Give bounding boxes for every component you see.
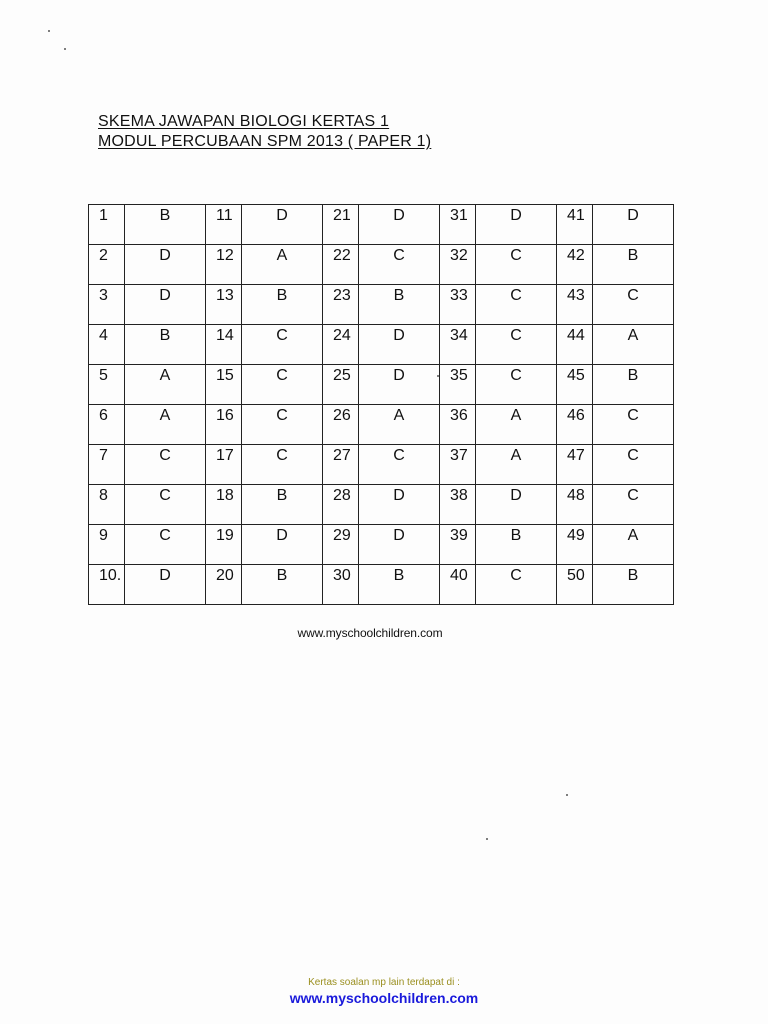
answer-letter: A	[276, 247, 288, 264]
answer-letter: B	[510, 527, 522, 544]
answer-cell	[476, 245, 557, 285]
question-number: 46	[567, 407, 585, 424]
question-number-cell	[89, 525, 125, 565]
answer-cell	[359, 325, 440, 365]
question-number: 14	[216, 327, 234, 344]
answer-letter: C	[393, 447, 405, 464]
answer-key-body	[89, 205, 674, 605]
question-number-cell	[89, 405, 125, 445]
answer-letter: D	[159, 247, 171, 264]
answer-cell	[476, 565, 557, 605]
answer-letter: C	[276, 327, 288, 344]
table-row	[89, 365, 674, 405]
question-number-cell	[323, 325, 359, 365]
answer-letter: C	[159, 447, 171, 464]
answer-cell	[125, 525, 206, 565]
question-number-cell	[557, 325, 593, 365]
question-number: 47	[567, 447, 585, 464]
answer-cell	[476, 485, 557, 525]
answer-cell	[359, 525, 440, 565]
question-number: 24	[333, 327, 351, 344]
question-number: 30	[333, 567, 351, 584]
question-number-cell	[557, 245, 593, 285]
answer-letter: A	[627, 527, 639, 544]
answer-cell	[359, 285, 440, 325]
answer-cell	[125, 485, 206, 525]
table-row	[89, 245, 674, 285]
answer-cell	[242, 285, 323, 325]
table-row	[89, 565, 674, 605]
answer-cell	[476, 525, 557, 565]
question-number: 9	[99, 527, 108, 544]
answer-cell	[242, 325, 323, 365]
question-number-cell	[440, 285, 476, 325]
question-number: 7	[99, 447, 108, 464]
footer-link[interactable]: www.myschoolchildren.com	[289, 990, 479, 1006]
question-number: 4	[99, 327, 108, 344]
answer-cell	[593, 325, 674, 365]
answer-cell	[476, 285, 557, 325]
answer-letter: B	[627, 247, 639, 264]
answer-letter: D	[159, 567, 171, 584]
answer-cell	[476, 325, 557, 365]
table-row	[89, 485, 674, 525]
answer-cell	[476, 365, 557, 405]
answer-cell	[593, 525, 674, 565]
question-number-cell	[557, 565, 593, 605]
question-number-cell	[206, 485, 242, 525]
question-number: 20	[216, 567, 234, 584]
question-number: 43	[567, 287, 585, 304]
answer-letter: C	[510, 567, 522, 584]
answer-letter: C	[276, 367, 288, 384]
answer-letter: A	[510, 407, 522, 424]
question-number-cell	[323, 245, 359, 285]
question-number-cell	[557, 525, 593, 565]
question-number: 41	[567, 207, 585, 224]
question-number-cell	[557, 445, 593, 485]
table-row	[89, 205, 674, 245]
answer-letter: C	[510, 367, 522, 384]
question-number: 36	[450, 407, 468, 424]
footer-note: Kertas soalan mp lain terdapat di :	[308, 977, 460, 988]
answer-cell	[125, 325, 206, 365]
question-number-cell	[557, 205, 593, 245]
answer-cell	[242, 405, 323, 445]
scan-speck	[486, 838, 488, 840]
answer-letter: D	[393, 527, 405, 544]
question-number-cell	[440, 245, 476, 285]
answer-cell	[359, 365, 440, 405]
question-number: 21	[333, 207, 351, 224]
answer-letter: D	[393, 487, 405, 504]
answer-letter: B	[276, 487, 288, 504]
table-row	[89, 405, 674, 445]
answer-cell	[359, 445, 440, 485]
answer-cell	[125, 245, 206, 285]
answer-cell	[125, 365, 206, 405]
question-number-cell	[206, 245, 242, 285]
question-number: 19	[216, 527, 234, 544]
answer-letter: A	[159, 407, 171, 424]
document-title	[98, 112, 431, 152]
question-number-cell	[440, 565, 476, 605]
question-number: 31	[450, 207, 468, 224]
answer-letter: B	[276, 567, 288, 584]
answer-letter: A	[510, 447, 522, 464]
answer-letter: C	[159, 527, 171, 544]
question-number-cell	[89, 285, 125, 325]
answer-cell	[476, 445, 557, 485]
question-number-cell	[440, 405, 476, 445]
question-number: 12	[216, 247, 234, 264]
question-number: 38	[450, 487, 468, 504]
question-number-cell	[440, 485, 476, 525]
question-number-cell	[206, 405, 242, 445]
question-number: 27	[333, 447, 351, 464]
question-number: 42	[567, 247, 585, 264]
answer-letter: C	[276, 407, 288, 424]
answer-cell	[125, 285, 206, 325]
table-row	[89, 285, 674, 325]
question-number-cell	[206, 205, 242, 245]
answer-cell	[593, 205, 674, 245]
answer-letter: D	[276, 207, 288, 224]
table-row	[89, 325, 674, 365]
question-number-cell	[206, 565, 242, 605]
answer-letter: D	[393, 327, 405, 344]
question-number-cell	[89, 365, 125, 405]
answer-letter: A	[393, 407, 405, 424]
question-number: 3	[99, 287, 108, 304]
question-number-cell	[440, 325, 476, 365]
question-number: 49	[567, 527, 585, 544]
answer-letter: C	[159, 487, 171, 504]
answer-letter: B	[159, 327, 171, 344]
question-number-cell	[323, 445, 359, 485]
answer-cell	[593, 245, 674, 285]
answer-cell	[125, 565, 206, 605]
answer-letter: C	[510, 287, 522, 304]
table-row	[89, 445, 674, 485]
answer-letter: C	[627, 447, 639, 464]
answer-cell	[359, 405, 440, 445]
question-number: 13	[216, 287, 234, 304]
answer-cell	[242, 525, 323, 565]
question-number-cell	[557, 285, 593, 325]
answer-letter: B	[159, 207, 171, 224]
question-number: 10.	[99, 567, 122, 584]
question-number-cell	[206, 525, 242, 565]
question-number-cell	[89, 325, 125, 365]
question-number: 44	[567, 327, 585, 344]
answer-cell	[242, 565, 323, 605]
answer-cell	[359, 245, 440, 285]
answer-letter: C	[276, 447, 288, 464]
question-number: 50	[567, 567, 585, 584]
question-number: 32	[450, 247, 468, 264]
answer-letter: B	[393, 287, 405, 304]
question-number-cell	[89, 565, 125, 605]
answer-letter: D	[627, 207, 639, 224]
question-number-cell	[206, 325, 242, 365]
question-number-cell	[323, 485, 359, 525]
scan-speck	[48, 30, 50, 32]
question-number-cell	[323, 205, 359, 245]
answer-letter: C	[393, 247, 405, 264]
title-line-1: SKEMA JAWAPAN BIOLOGI KERTAS 1	[98, 113, 390, 130]
answer-letter: B	[627, 367, 639, 384]
question-number: 11	[216, 207, 233, 224]
question-number: 33	[450, 287, 468, 304]
answer-cell	[242, 245, 323, 285]
answer-cell	[242, 445, 323, 485]
answer-cell	[593, 285, 674, 325]
answer-cell	[242, 205, 323, 245]
answer-letter: C	[627, 287, 639, 304]
answer-cell	[359, 205, 440, 245]
question-number: 35	[450, 367, 468, 384]
answer-letter: B	[627, 567, 639, 584]
answer-letter: D	[393, 367, 405, 384]
question-number: 37	[450, 447, 468, 464]
answer-cell	[242, 365, 323, 405]
answer-cell	[125, 405, 206, 445]
answer-cell	[593, 565, 674, 605]
answer-letter: D	[276, 527, 288, 544]
answer-letter: D	[510, 487, 522, 504]
question-number-cell	[323, 285, 359, 325]
question-number: 34	[450, 327, 468, 344]
question-number: 1	[99, 207, 108, 224]
answer-cell	[593, 405, 674, 445]
question-number-cell	[89, 245, 125, 285]
answer-letter: A	[627, 327, 639, 344]
answer-cell	[125, 205, 206, 245]
answer-cell	[593, 445, 674, 485]
question-number-cell	[323, 565, 359, 605]
question-number: 2	[99, 247, 108, 264]
answer-letter: D	[510, 207, 522, 224]
question-number-cell	[323, 365, 359, 405]
question-number-cell	[557, 485, 593, 525]
question-number-cell	[206, 445, 242, 485]
question-number: 29	[333, 527, 351, 544]
title-line-2: MODUL PERCUBAAN SPM 2013 ( PAPER 1)	[98, 133, 432, 150]
scan-speck	[64, 48, 66, 50]
question-number-cell	[440, 525, 476, 565]
question-number-cell	[206, 365, 242, 405]
answer-cell	[593, 365, 674, 405]
question-number: 8	[99, 487, 108, 504]
question-number-cell	[557, 365, 593, 405]
answer-cell	[476, 205, 557, 245]
question-number: 22	[333, 247, 351, 264]
question-number-cell	[440, 205, 476, 245]
question-number-cell	[89, 485, 125, 525]
question-number: 17	[216, 447, 234, 464]
scan-speck	[566, 794, 568, 796]
question-number: 48	[567, 487, 585, 504]
question-number: 40	[450, 567, 468, 584]
question-number: 26	[333, 407, 351, 424]
question-number-cell	[323, 405, 359, 445]
question-number: 23	[333, 287, 351, 304]
answer-letter: C	[510, 327, 522, 344]
answer-letter: A	[159, 367, 171, 384]
question-number-cell	[440, 365, 476, 405]
scan-speck	[437, 375, 439, 377]
question-number: 28	[333, 487, 351, 504]
question-number: 39	[450, 527, 468, 544]
table-row	[89, 525, 674, 565]
answer-letter: D	[393, 207, 405, 224]
question-number-cell	[323, 525, 359, 565]
question-number-cell	[440, 445, 476, 485]
answer-letter: B	[393, 567, 405, 584]
question-number: 15	[216, 367, 234, 384]
question-number-cell	[89, 445, 125, 485]
answer-letter: B	[276, 287, 288, 304]
answer-cell	[242, 485, 323, 525]
question-number: 6	[99, 407, 108, 424]
website-caption-text: www.myschoolchildren.com	[297, 626, 443, 640]
question-number: 18	[216, 487, 234, 504]
answer-letter: C	[510, 247, 522, 264]
question-number: 45	[567, 367, 585, 384]
website-caption	[0, 626, 768, 640]
answer-cell	[359, 565, 440, 605]
answer-cell	[359, 485, 440, 525]
question-number-cell	[206, 285, 242, 325]
question-number-cell	[89, 205, 125, 245]
question-number: 25	[333, 367, 351, 384]
answer-letter: C	[627, 487, 639, 504]
answer-cell	[125, 445, 206, 485]
question-number-cell	[557, 405, 593, 445]
answer-letter: C	[627, 407, 639, 424]
question-number: 5	[99, 367, 108, 384]
answer-cell	[593, 485, 674, 525]
question-number: 16	[216, 407, 234, 424]
answer-key-table	[88, 204, 674, 605]
answer-letter: D	[159, 287, 171, 304]
answer-cell	[476, 405, 557, 445]
